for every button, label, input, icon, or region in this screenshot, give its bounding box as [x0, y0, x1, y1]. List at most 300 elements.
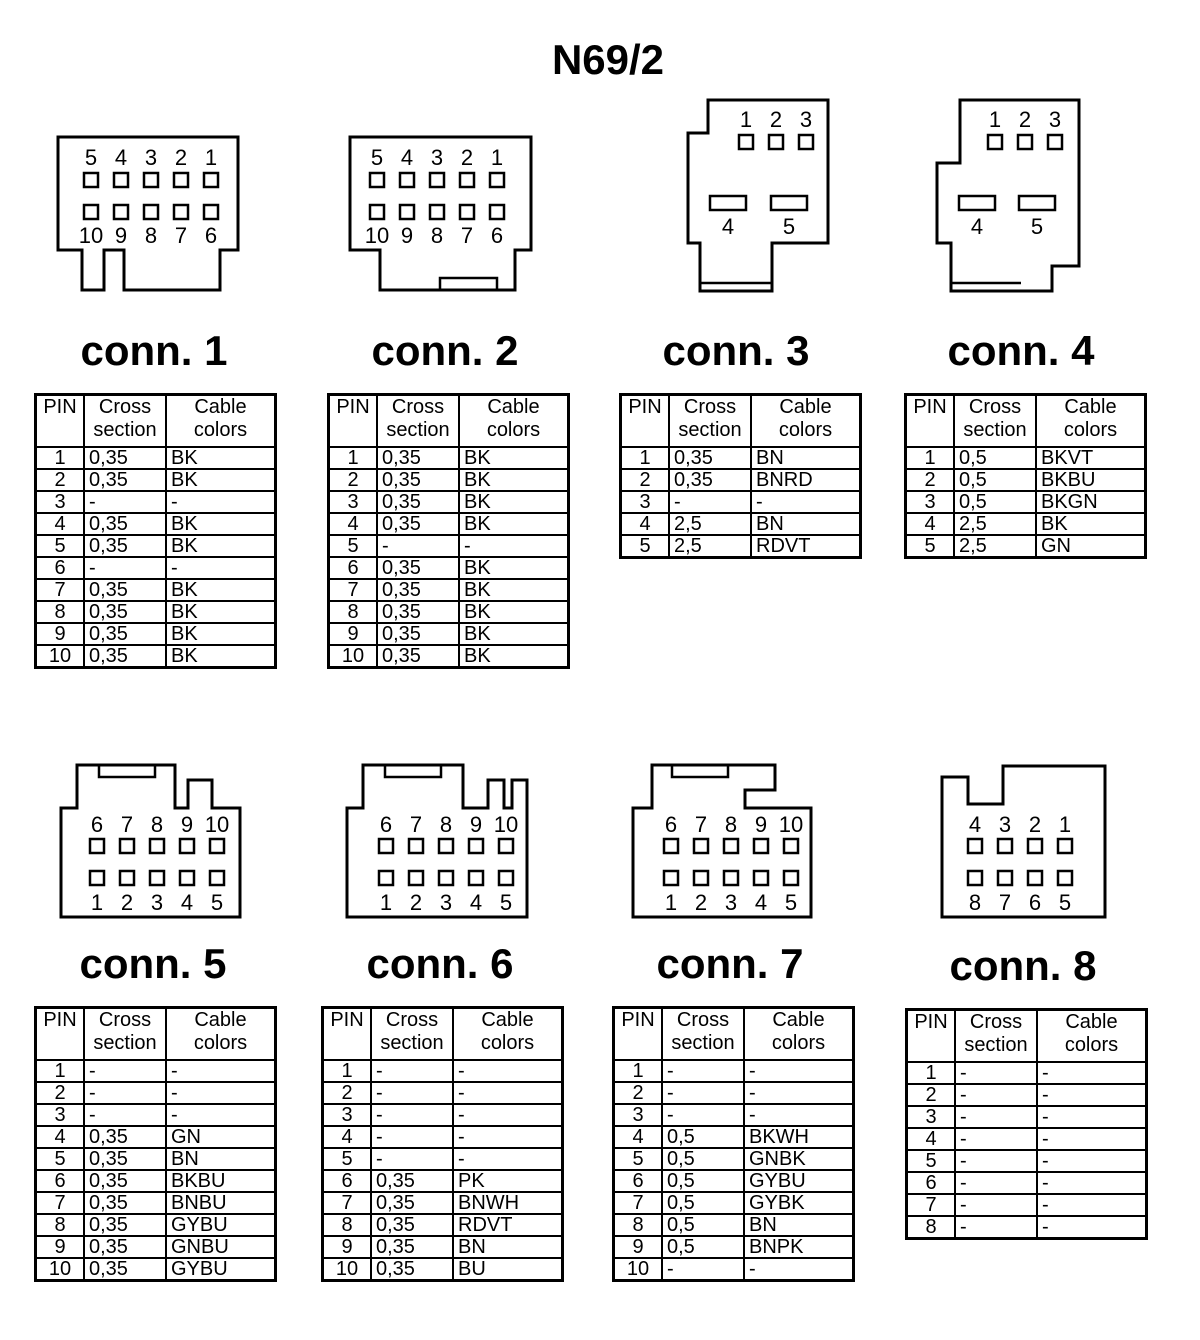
cross-section-cell: 0,35 [371, 1236, 453, 1258]
conn-6-pin-number: 4 [469, 890, 483, 915]
conn-8-pin-number: 1 [1058, 812, 1072, 837]
table-row [329, 447, 569, 469]
cross-section-header-line-2: section [380, 1032, 444, 1054]
table-row [36, 1258, 276, 1281]
pin-number-cell: 4 [621, 513, 670, 535]
pin-number-cell: 8 [36, 601, 85, 623]
conn-3-pin-number: 1 [739, 107, 753, 132]
table-row [329, 491, 569, 513]
cross-section-cell: - [955, 1084, 1037, 1106]
pin-number-cell: 4 [36, 1126, 85, 1148]
table-row [36, 469, 276, 491]
conn-3-blade-contact [710, 196, 746, 210]
cable-color-cell: - [166, 557, 276, 579]
conn-8-contact [998, 839, 1012, 853]
cross-section-cell: 0,35 [84, 579, 166, 601]
table-row [329, 513, 569, 535]
conn-1-contact [114, 205, 128, 219]
pin-number-cell: 3 [621, 491, 670, 513]
conn-3-pin-number: 2 [769, 107, 783, 132]
pin-number-cell: 2 [907, 1084, 956, 1106]
cable-color-cell: PK [453, 1170, 563, 1192]
cable-color-cell: GYBU [166, 1258, 276, 1281]
conn-3-pin-number: 3 [799, 107, 813, 132]
cable-colors-header [744, 1008, 854, 1061]
conn-5-contact [150, 871, 164, 885]
cross-section-header-line-2: section [964, 1034, 1028, 1056]
table-row [323, 1126, 563, 1148]
cable-colors-header-line-1: Cable [1065, 1011, 1118, 1033]
pin-number-cell: 5 [323, 1148, 372, 1170]
cable-colors-header-line-1: Cable [772, 1009, 825, 1031]
cable-colors-header-line-1: Cable [487, 396, 540, 418]
conn-7-pin-number: 1 [664, 890, 678, 915]
cross-section-header-line-1: Cross [683, 396, 737, 418]
conn-8-pin-number: 3 [998, 812, 1012, 837]
conn-5-pin-number: 1 [90, 890, 104, 915]
cable-color-cell: GNBU [166, 1236, 276, 1258]
conn-5-contact [120, 871, 134, 885]
cable-color-cell: BK [459, 491, 569, 513]
cable-color-cell: BK [166, 447, 276, 469]
cable-colors-header [166, 1008, 276, 1061]
table-row [329, 601, 569, 623]
conn-1-contact [114, 173, 128, 187]
conn-8-pin-number: 5 [1058, 890, 1072, 915]
conn-1-contact [84, 173, 98, 187]
conn-6-contact [499, 871, 513, 885]
table-header-row [906, 395, 1146, 448]
conn-7-contact [694, 871, 708, 885]
conn-2-contact [370, 205, 384, 219]
conn-2-pin-number: 6 [490, 223, 504, 248]
table-row [329, 557, 569, 579]
cross-section-cell: 0,5 [954, 447, 1036, 469]
pin-number-cell: 2 [906, 469, 955, 491]
pin-number-cell: 1 [329, 447, 378, 469]
conn-7-pin-number: 8 [724, 812, 738, 837]
cross-section-cell: - [955, 1106, 1037, 1128]
conn-5-pin-number: 4 [180, 890, 194, 915]
conn-7-pin-number: 2 [694, 890, 708, 915]
table-row [907, 1172, 1147, 1194]
conn-1-pin-number: 4 [114, 145, 128, 170]
cable-color-cell: BK [459, 469, 569, 491]
pin-number-cell: 3 [36, 1104, 85, 1126]
conn-5-pin-number: 6 [90, 812, 104, 837]
cross-section-header [662, 1008, 744, 1061]
pin-number-cell: 6 [36, 1170, 85, 1192]
pin-number-cell: 10 [614, 1258, 663, 1281]
pin-number-cell: 8 [329, 601, 378, 623]
table-row [907, 1194, 1147, 1216]
pin-number-cell: 7 [36, 579, 85, 601]
conn-2-latch [440, 278, 497, 290]
conn-8-pin-number: 8 [968, 890, 982, 915]
cross-section-header-line-1: Cross [969, 1011, 1023, 1033]
conn-6-contact [439, 871, 453, 885]
conn-7-latch [672, 765, 728, 777]
conn-5-contact [180, 839, 194, 853]
cross-section-cell: 0,35 [84, 513, 166, 535]
cross-section-cell: 0,35 [377, 623, 459, 645]
conn-1-pin-number: 10 [78, 223, 104, 248]
conn-8-pin-table [905, 1008, 1148, 1240]
conn-6-contact [409, 839, 423, 853]
table-row [36, 535, 276, 557]
cross-section-header-line-1: Cross [676, 1009, 730, 1031]
pin-number-cell: 4 [907, 1128, 956, 1150]
conn-5-pin-number: 3 [150, 890, 164, 915]
cross-section-header-line-2: section [386, 419, 450, 441]
cable-color-cell: - [166, 491, 276, 513]
conn-7-contact [664, 839, 678, 853]
cross-section-cell: 0,35 [377, 447, 459, 469]
conn-6-pin-number: 2 [409, 890, 423, 915]
conn-2-contact [460, 205, 474, 219]
cross-section-cell: 0,35 [377, 491, 459, 513]
pin-number-cell: 2 [323, 1082, 372, 1104]
cable-color-cell: BK [459, 513, 569, 535]
conn-6-pin-number: 5 [499, 890, 513, 915]
table-row [329, 535, 569, 557]
conn-2-pin-number: 9 [400, 223, 414, 248]
table-row [323, 1082, 563, 1104]
conn-8-contact [1028, 871, 1042, 885]
table-row [621, 535, 861, 558]
cross-section-cell: 0,35 [669, 447, 751, 469]
conn-3-contact [799, 135, 813, 149]
conn-4-blade-contact [959, 196, 995, 210]
pin-number-cell: 7 [907, 1194, 956, 1216]
cross-section-header-line-2: section [671, 1032, 735, 1054]
conn-8-label: conn. 8 [949, 942, 1097, 989]
cross-section-header [669, 395, 751, 448]
conn-2-contact [490, 205, 504, 219]
cable-colors-header-line-1: Cable [194, 396, 247, 418]
cross-section-cell: - [955, 1062, 1037, 1084]
table-row [614, 1214, 854, 1236]
cable-color-cell: BK [459, 579, 569, 601]
cross-section-cell: - [955, 1128, 1037, 1150]
cable-color-cell: GN [166, 1126, 276, 1148]
conn-1-contact [204, 173, 218, 187]
table-row [329, 623, 569, 645]
cross-section-header-line-2: section [963, 419, 1027, 441]
pin-header: PIN [329, 395, 378, 448]
pin-number-cell: 9 [614, 1236, 663, 1258]
conn-4-pin-number: 3 [1048, 107, 1062, 132]
cross-section-cell: - [662, 1060, 744, 1082]
conn-4-contact [988, 135, 1002, 149]
cable-color-cell: RDVT [453, 1214, 563, 1236]
cross-section-header-line-1: Cross [391, 396, 445, 418]
conn-1-pin-number: 6 [204, 223, 218, 248]
conn-6-pin-number: 9 [469, 812, 483, 837]
conn-2-contact [430, 205, 444, 219]
cross-section-cell: 0,35 [377, 513, 459, 535]
conn-6-label: conn. 6 [366, 940, 514, 987]
cross-section-header-line-2: section [93, 419, 157, 441]
table-row [329, 469, 569, 491]
cable-color-cell: BKWH [744, 1126, 854, 1148]
conn-7-contact [694, 839, 708, 853]
table-row [906, 513, 1146, 535]
conn-5-latch [99, 765, 155, 777]
pin-number-cell: 6 [329, 557, 378, 579]
pin-number-cell: 8 [323, 1214, 372, 1236]
pin-number-cell: 1 [614, 1060, 663, 1082]
pin-number-cell: 5 [36, 535, 85, 557]
conn-4-pin-number: 1 [988, 107, 1002, 132]
cable-color-cell: BK [459, 557, 569, 579]
pin-header: PIN [36, 395, 85, 448]
conn-2-contact [460, 173, 474, 187]
table-row [323, 1214, 563, 1236]
cross-section-cell: 0,35 [84, 1192, 166, 1214]
cable-color-cell: BNRD [751, 469, 861, 491]
pin-number-cell: 6 [614, 1170, 663, 1192]
pin-number-cell: 3 [36, 491, 85, 513]
pin-number-cell: 9 [36, 1236, 85, 1258]
pin-number-cell: 4 [329, 513, 378, 535]
cable-color-cell: BK [459, 601, 569, 623]
cross-section-cell: 0,5 [954, 491, 1036, 513]
cable-colors-header-line-2: colors [193, 1032, 248, 1054]
cable-colors-header [459, 395, 569, 448]
conn-7-contact [724, 871, 738, 885]
conn-5-contact [210, 839, 224, 853]
table-row [614, 1170, 854, 1192]
conn-8-pin-number: 2 [1028, 812, 1042, 837]
cross-section-cell: 0,5 [954, 469, 1036, 491]
cross-section-cell: 0,35 [84, 1170, 166, 1192]
table-row [323, 1192, 563, 1214]
conn-5-pin-table [34, 1006, 277, 1282]
pin-number-cell: 7 [614, 1192, 663, 1214]
pin-number-cell: 10 [36, 645, 85, 668]
conn-7-pin-number: 9 [754, 812, 768, 837]
cross-section-header-line-1: Cross [385, 1009, 439, 1031]
conn-6-pin-table [321, 1006, 564, 1282]
conn-7-pin-number: 5 [784, 890, 798, 915]
table-row [36, 1126, 276, 1148]
table-row [906, 491, 1146, 513]
pin-number-cell: 2 [621, 469, 670, 491]
diagram-title: N69/2 [551, 36, 665, 83]
cross-section-cell: 0,35 [84, 601, 166, 623]
cross-section-header [371, 1008, 453, 1061]
cable-color-cell: BN [453, 1236, 563, 1258]
cable-colors-header-line-1: Cable [779, 396, 832, 418]
cable-color-cell: BNBU [166, 1192, 276, 1214]
conn-1-pin-number: 2 [174, 145, 188, 170]
conn-5-contact [120, 839, 134, 853]
cross-section-cell: 0,35 [84, 1214, 166, 1236]
table-row [906, 469, 1146, 491]
cable-colors-header-line-2: colors [778, 419, 833, 441]
cable-color-cell: BK [166, 645, 276, 668]
cross-section-cell: - [84, 491, 166, 513]
conn-7-contact [784, 839, 798, 853]
table-row [323, 1060, 563, 1082]
pin-number-cell: 5 [36, 1148, 85, 1170]
cross-section-cell: 0,35 [84, 469, 166, 491]
table-row [906, 447, 1146, 469]
cable-color-cell: BN [751, 513, 861, 535]
pin-number-cell: 2 [614, 1082, 663, 1104]
table-row [36, 1170, 276, 1192]
cross-section-cell: - [371, 1126, 453, 1148]
cable-color-cell: BN [751, 447, 861, 469]
cross-section-header [84, 1008, 166, 1061]
cross-section-cell: - [955, 1172, 1037, 1194]
conn-6-contact [439, 839, 453, 853]
cable-color-cell: - [1037, 1194, 1147, 1216]
pin-header: PIN [907, 1010, 956, 1063]
conn-3-pin-number: 5 [782, 214, 796, 239]
cable-color-cell: BKVT [1036, 447, 1146, 469]
cable-color-cell: BK [166, 513, 276, 535]
conn-1-contact [144, 173, 158, 187]
cable-color-cell: BK [459, 623, 569, 645]
table-row [614, 1192, 854, 1214]
table-row [36, 491, 276, 513]
cable-color-cell: BK [459, 447, 569, 469]
pin-header: PIN [621, 395, 670, 448]
cross-section-header [377, 395, 459, 448]
pin-number-cell: 5 [907, 1150, 956, 1172]
cross-section-cell: 0,35 [377, 557, 459, 579]
conn-5-pin-number: 10 [204, 812, 230, 837]
pin-number-cell: 3 [614, 1104, 663, 1126]
conn-6-pin-number: 8 [439, 812, 453, 837]
conn-6-pin-number: 6 [379, 812, 393, 837]
cross-section-cell: - [371, 1060, 453, 1082]
conn-4-pin-number: 5 [1030, 214, 1044, 239]
table-row [36, 645, 276, 668]
cross-section-cell: 0,35 [377, 645, 459, 668]
cross-section-cell: 0,35 [84, 535, 166, 557]
pin-number-cell: 8 [614, 1214, 663, 1236]
conn-8-contact [998, 871, 1012, 885]
table-row [621, 469, 861, 491]
conn-2-pin-number: 8 [430, 223, 444, 248]
conn-7-contact [724, 839, 738, 853]
pin-number-cell: 10 [323, 1258, 372, 1281]
cable-color-cell: - [1037, 1150, 1147, 1172]
pin-number-cell: 4 [614, 1126, 663, 1148]
conn-6-pin-number: 1 [379, 890, 393, 915]
cable-color-cell: - [1037, 1216, 1147, 1239]
table-row [36, 1148, 276, 1170]
table-row [614, 1104, 854, 1126]
cross-section-cell: 0,5 [662, 1236, 744, 1258]
table-row [36, 1082, 276, 1104]
cable-color-cell: RDVT [751, 535, 861, 558]
conn-2-pin-number: 7 [460, 223, 474, 248]
conn-6-contact [469, 839, 483, 853]
cable-color-cell: GN [1036, 535, 1146, 558]
conn-7-contact [784, 871, 798, 885]
table-row [907, 1128, 1147, 1150]
table-row [614, 1082, 854, 1104]
conn-5-pin-number: 2 [120, 890, 134, 915]
cable-color-cell: BK [166, 623, 276, 645]
pin-number-cell: 2 [329, 469, 378, 491]
cross-section-header-line-2: section [93, 1032, 157, 1054]
cable-color-cell: GYBU [166, 1214, 276, 1236]
cross-section-cell: 0,5 [662, 1192, 744, 1214]
table-row [36, 623, 276, 645]
conn-5-contact [90, 871, 104, 885]
cross-section-cell: 0,35 [84, 623, 166, 645]
conn-8-pin-number: 7 [998, 890, 1012, 915]
conn-8-outline [942, 766, 1105, 917]
pin-number-cell: 1 [323, 1060, 372, 1082]
pin-number-cell: 3 [323, 1104, 372, 1126]
cross-section-cell: - [955, 1150, 1037, 1172]
table-row [36, 1192, 276, 1214]
cross-section-cell: - [662, 1258, 744, 1281]
cable-color-cell: BNWH [453, 1192, 563, 1214]
table-header-row [621, 395, 861, 448]
table-row [323, 1148, 563, 1170]
cable-color-cell: - [453, 1060, 563, 1082]
conn-1-contact [174, 173, 188, 187]
table-row [36, 557, 276, 579]
table-row [621, 447, 861, 469]
conn-2-label: conn. 2 [371, 327, 519, 374]
conn-8-contact [1058, 871, 1072, 885]
cable-color-cell: - [1037, 1062, 1147, 1084]
pin-number-cell: 6 [36, 557, 85, 579]
pin-number-cell: 9 [36, 623, 85, 645]
conn-2-pin-number: 5 [370, 145, 384, 170]
cable-color-cell: - [459, 535, 569, 557]
cable-color-cell: - [1037, 1084, 1147, 1106]
table-row [323, 1258, 563, 1281]
cable-color-cell: - [453, 1082, 563, 1104]
conn-1-pin-number: 1 [204, 145, 218, 170]
cable-colors-header-line-1: Cable [481, 1009, 534, 1031]
cable-color-cell: BN [166, 1148, 276, 1170]
cross-section-cell: 0,35 [377, 579, 459, 601]
table-row [323, 1236, 563, 1258]
conn-2-pin-number: 10 [364, 223, 390, 248]
cable-color-cell: - [744, 1082, 854, 1104]
cable-colors-header-line-1: Cable [194, 1009, 247, 1031]
conn-2-pin-table [327, 393, 570, 669]
pin-header: PIN [906, 395, 955, 448]
cable-color-cell: BK [166, 469, 276, 491]
cross-section-cell: 0,35 [377, 601, 459, 623]
conn-4-pin-table [904, 393, 1147, 559]
conn-6-contact [409, 871, 423, 885]
cable-color-cell: GYBK [744, 1192, 854, 1214]
conn-2-contact [490, 173, 504, 187]
conn-6-pin-number: 10 [493, 812, 519, 837]
table-row [36, 1236, 276, 1258]
conn-5-contact [180, 871, 194, 885]
cross-section-cell: 0,35 [371, 1258, 453, 1281]
cable-color-cell: BNPK [744, 1236, 854, 1258]
conn-4-pin-number: 4 [970, 214, 984, 239]
conn-1-contact [174, 205, 188, 219]
cable-color-cell: BKGN [1036, 491, 1146, 513]
conn-5-pin-number: 9 [180, 812, 194, 837]
pin-number-cell: 8 [907, 1216, 956, 1239]
